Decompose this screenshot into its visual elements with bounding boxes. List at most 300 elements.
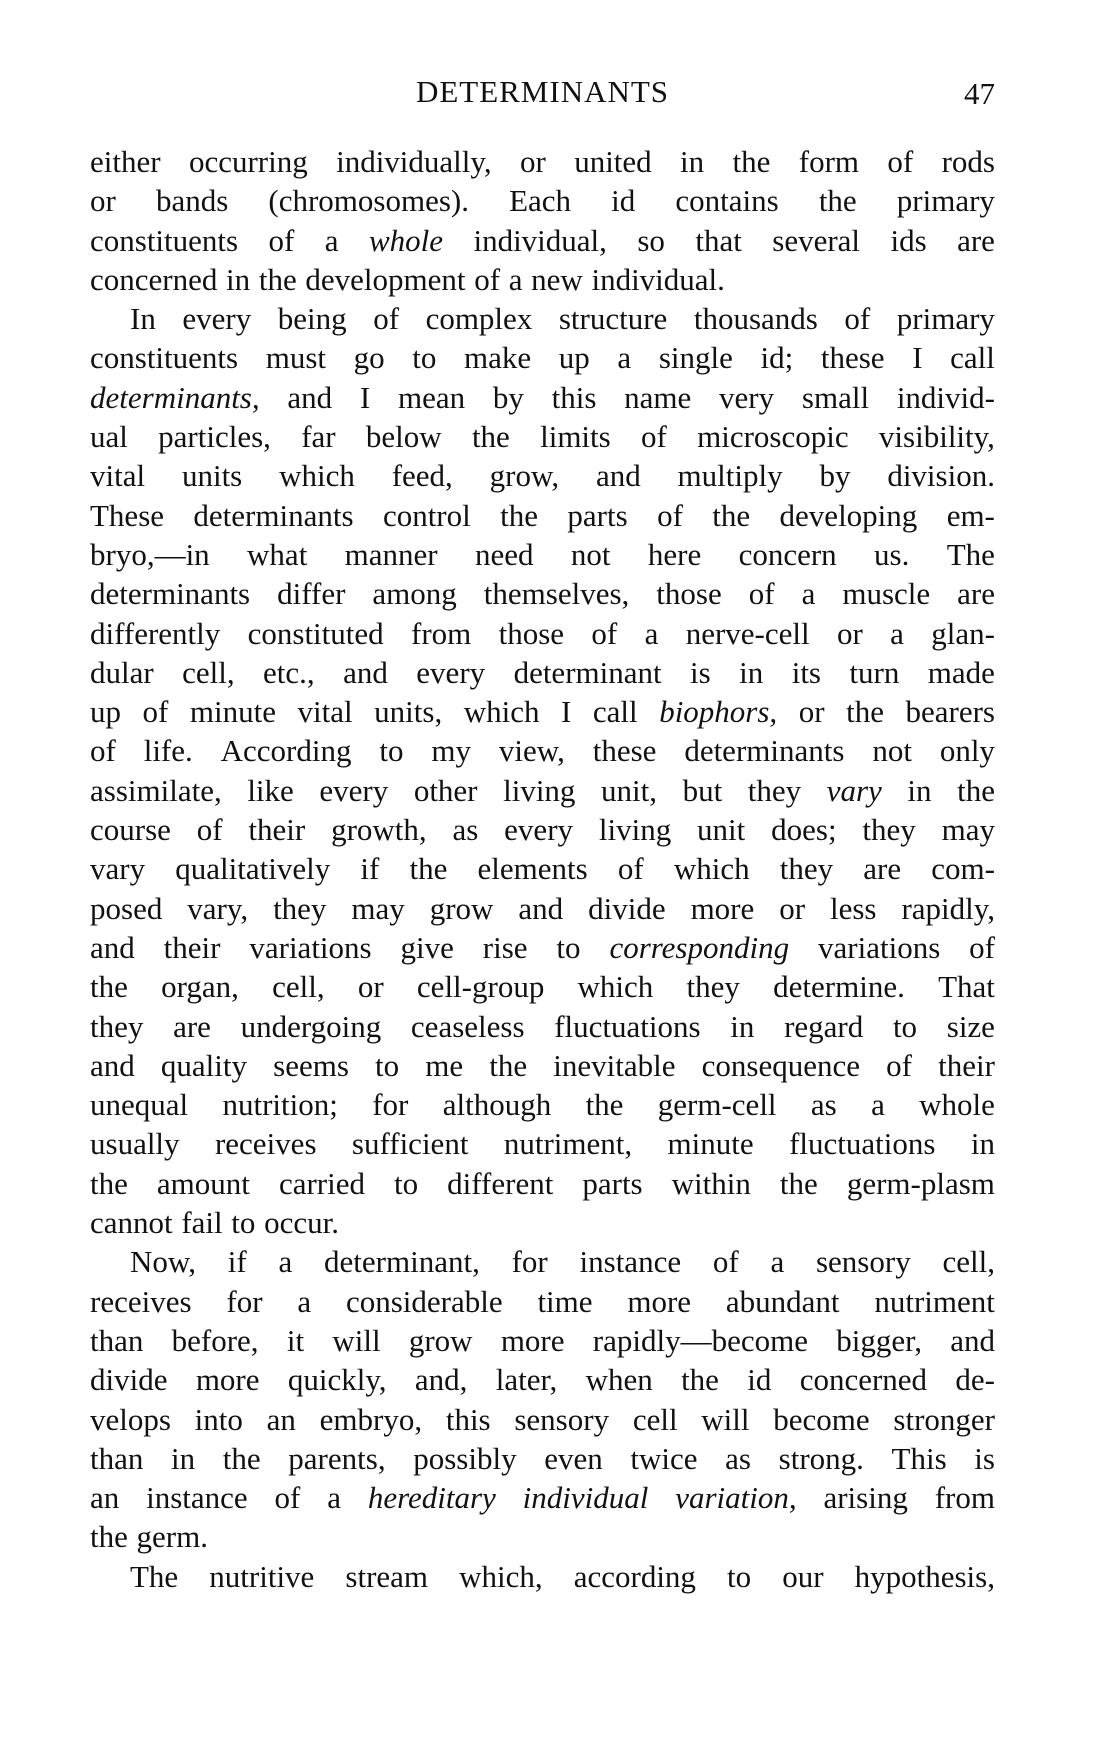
word: course [90,812,171,848]
word: of [887,144,914,179]
word: its [791,654,821,690]
word: variations [818,929,941,965]
word: of [748,576,775,612]
word: a [297,1283,312,1319]
word: not [872,733,912,769]
word: and, [414,1362,468,1398]
word: concerned [90,261,218,297]
word: grow [429,890,494,926]
word: up [90,694,121,730]
word: more [195,1362,260,1398]
word: That [938,969,995,1005]
word: their [163,929,221,965]
word: elements [477,851,588,887]
word: nerve-cell [685,615,810,651]
word: before, [171,1322,259,1358]
word: or [798,694,825,730]
word: strong. [778,1440,864,1476]
word: of [274,1480,301,1516]
word: a [644,615,659,651]
word: cell [632,1401,678,1437]
text-line [90,810,995,849]
word: very [719,379,775,415]
word: give [400,929,454,965]
word: multiply [677,458,783,494]
word: they [90,1008,144,1044]
word: to [394,1165,419,1201]
word: that [695,222,742,258]
word: every [504,812,574,848]
word: themselves, [483,576,630,612]
word: those [498,615,565,651]
text-line [90,574,995,613]
word: of [641,419,667,455]
word: more [627,1283,692,1319]
word: fail [181,1205,223,1241]
word: etc., [263,654,315,690]
word: united [574,144,652,179]
word: determinant, [324,1244,480,1280]
word: are [957,576,995,612]
word: go [353,340,385,376]
word: which [673,851,750,887]
word: These [90,497,165,533]
word: they [686,969,740,1005]
word: fluctuations [789,1126,936,1162]
word: the [500,497,539,533]
word: In [130,301,156,337]
text-line [90,1360,995,1399]
word: as [725,1440,751,1476]
text-line [90,417,995,456]
word: every [182,301,252,337]
word: microscopic [697,419,849,455]
word: determinants [90,576,251,612]
word: which [463,694,540,730]
word: vary [826,772,882,808]
word: being [277,301,347,337]
word: a [278,1244,293,1280]
word: fluctuations [554,1008,701,1044]
text-line [90,849,995,888]
word: inevitable [553,1047,676,1083]
word: life. [143,733,193,769]
word: of [712,1244,739,1280]
word: will [332,1322,381,1358]
word: development [305,261,466,297]
word: units [181,458,243,494]
word: germ-plasm [846,1165,995,1201]
word: of [657,497,683,533]
word: made [927,654,995,690]
word: in [730,1008,755,1044]
word: their [938,1047,995,1083]
text-line [90,1400,995,1439]
word: (chromosomes). [268,183,469,219]
word: to [375,1047,400,1083]
text-line [90,731,995,770]
text-line [90,1242,995,1281]
word: below [365,419,442,455]
word: this [551,379,597,415]
word: they [747,772,802,808]
word: is [974,1440,995,1476]
word: determinant [513,654,662,690]
word: in [907,772,932,808]
word: the [222,1440,261,1476]
word: different [447,1165,554,1201]
word: even [544,1440,603,1476]
word: or [520,144,546,179]
word: to [556,929,581,965]
word: to [231,1205,256,1241]
word: and [518,890,564,926]
word: the [585,1087,624,1123]
word: which [577,969,654,1005]
text-line [90,181,995,220]
word: a [508,261,523,297]
word: than [90,1322,144,1358]
word: parents, [288,1440,386,1476]
word: other [413,772,478,808]
word: sensory [514,1401,610,1437]
word: my [431,733,471,769]
word: a [890,615,904,651]
word: in [226,261,251,297]
text-line [90,1557,995,1596]
word: nutrition; [222,1087,338,1123]
word: This [891,1440,947,1476]
word: either [90,144,161,179]
word: by [819,458,851,494]
text-line [90,456,995,495]
word: velops [90,1401,171,1437]
word: concern [738,536,837,572]
word: whole [368,222,444,258]
word: when [585,1362,653,1398]
word: or [90,183,116,219]
word: nutriment [874,1283,995,1319]
word: living [598,812,672,848]
word: embryo, [319,1401,423,1437]
word: turn [849,654,900,690]
word: parts [567,497,628,533]
word: control [382,497,471,533]
body-text [90,142,995,1596]
word: germ-cell [657,1087,777,1123]
word: vary [90,851,146,887]
word: to [892,1008,918,1044]
word: among [372,576,457,612]
word: sufficient [351,1126,469,1162]
word: what [247,536,308,572]
word: the [732,144,771,179]
word: em- [946,497,995,533]
word: the [846,694,884,730]
word: quickly, [287,1362,387,1398]
word: individually, [336,144,492,179]
word: view, [498,733,565,769]
word: cell, [942,1244,995,1280]
word: undergoing [240,1008,382,1044]
word: are [863,851,902,887]
word: nutritive [209,1558,315,1594]
word: ual [90,419,128,455]
word: may [941,812,995,848]
word: id [747,1362,772,1398]
word: the [489,1047,528,1083]
word: receives [90,1283,192,1319]
word: and [287,379,333,415]
word: ceaseless [410,1008,525,1044]
text-line [90,378,995,417]
word: divide [588,890,666,926]
word: and [343,654,388,690]
word: unit, [601,772,657,808]
word: developing [779,497,918,533]
word: rise [482,929,528,965]
word: living [503,772,576,808]
word: feed, [391,458,453,494]
word: individual, [473,222,607,258]
word: limits [540,419,611,455]
word: individual. [591,261,725,297]
word: arising [823,1480,908,1516]
word: hypothesis, [854,1558,995,1594]
word: but [682,772,723,808]
word: bryo,—in [90,536,210,572]
word: or [779,890,806,926]
word: I [359,379,371,415]
word: regard [784,1008,864,1044]
word: manner [344,536,438,572]
text-line [90,928,995,967]
text-line [90,299,995,338]
text-line [90,1203,995,1242]
word: the [90,1519,128,1555]
word: parts [582,1165,643,1201]
word: hereditary [367,1480,496,1516]
word: assimilate, [90,772,222,808]
word: stream [345,1558,429,1594]
word: and [90,1047,135,1083]
word: every [319,772,389,808]
text-line [90,1085,995,1124]
word: abundant [725,1283,840,1319]
word: whole [919,1087,995,1123]
word: must [265,340,327,376]
word: bearers [905,694,995,730]
word: which, [459,1558,543,1594]
text-line [90,1164,995,1203]
word: I [912,340,923,376]
running-title: DETERMINANTS [415,74,670,109]
word: corresponding [609,929,790,965]
word: organ, [161,969,239,1005]
word: they [273,890,327,926]
word: a [324,222,339,258]
word: here [647,536,702,572]
word: ids [890,222,927,258]
word: for [226,1283,263,1319]
word: an [266,1401,296,1437]
text-line [90,221,995,260]
word: of [474,261,501,297]
word: stronger [893,1401,995,1437]
text-line [90,1321,995,1360]
word: although [442,1087,552,1123]
word: or [836,615,863,651]
word: for [372,1087,409,1123]
word: cannot [90,1205,173,1241]
word: are [173,1008,211,1044]
word: in [171,1440,196,1476]
word: every [416,654,486,690]
word: more [690,890,755,926]
word: considerable [345,1283,503,1319]
word: The [130,1558,179,1594]
text-line [90,889,995,928]
word: not [570,536,611,572]
word: growth, [331,812,427,848]
word: de- [955,1362,995,1398]
word: of [591,615,618,651]
word: unit [697,812,746,848]
word: qualitatively [175,851,331,887]
word: seems [273,1047,349,1083]
word: grow, [489,458,560,494]
word: to [412,340,437,376]
word: primary [896,183,995,219]
word: occurring [188,144,308,179]
word: the [818,183,857,219]
word: possibly [413,1440,517,1476]
word: a [617,340,632,376]
word: does; [771,812,837,848]
word: rapidly—become [592,1322,808,1358]
word: the [681,1362,719,1398]
word: the [409,851,448,887]
word: a [871,1087,885,1123]
text-line [90,967,995,1006]
word: will [701,1401,750,1437]
word: from [411,615,472,651]
word: become [773,1401,870,1437]
text-line [90,771,995,810]
word: and [595,458,641,494]
word: According [220,733,352,769]
word: only [939,733,995,769]
word: germ. [136,1519,208,1555]
text-line [90,1478,995,1517]
word: bigger, [836,1322,922,1358]
page-header [90,70,995,114]
word: id; [760,340,794,376]
word: concerned [799,1362,928,1398]
text-line [90,1007,995,1046]
word: the [471,419,510,455]
word: I [561,694,572,730]
word: less [830,890,877,926]
word: they [779,851,834,887]
text-line [90,692,995,731]
word: cell, [272,969,325,1005]
word: determinants, [90,379,260,415]
text-line [90,1439,995,1478]
word: consequence [701,1047,860,1083]
word: a [770,1244,785,1280]
word: is [690,654,711,690]
word: the [779,1165,818,1201]
word: cell, [182,654,235,690]
word: call [592,694,638,730]
word: usually [90,1126,180,1162]
word: to [727,1558,752,1594]
word: primary [896,301,995,337]
word: com- [931,851,995,887]
word: size [946,1008,995,1044]
word: quality [160,1047,247,1083]
word: a [327,1480,341,1516]
text-line [90,142,995,181]
word: grow [408,1322,473,1358]
word: for [511,1244,548,1280]
word: of [969,929,995,965]
word: dular [90,654,154,690]
word: the [712,497,751,533]
text-line [90,496,995,535]
word: if [360,851,380,887]
text-line [90,338,995,377]
text-line [90,535,995,574]
word: variations [249,929,372,965]
word: of [617,851,644,887]
word: in [739,654,764,690]
word: the [258,261,297,297]
word: of [373,301,400,337]
word: than [90,1440,144,1476]
word: mean [397,379,466,415]
word: later, [495,1362,558,1398]
text-line [90,1124,995,1163]
word: biophors, [659,694,778,730]
word: receives [214,1126,317,1162]
word: the [90,1165,128,1201]
word: thousands [693,301,818,337]
word: carried [278,1165,365,1201]
word: vital [90,458,146,494]
word: cell-group [416,969,545,1005]
word: twice [630,1440,698,1476]
word: it [286,1322,305,1358]
word: from [934,1480,995,1516]
word: divide [90,1362,168,1398]
word: individ- [896,379,995,415]
word: minute [189,694,276,730]
word: so [637,222,665,258]
word: these [592,733,657,769]
word: far [301,419,336,455]
word: by [492,379,524,415]
word: time [537,1283,593,1319]
word: according [573,1558,696,1594]
word: rods [941,144,995,179]
text-line [90,1046,995,1085]
word: may [351,890,405,926]
word: up [558,340,590,376]
word: in [970,1126,995,1162]
word: constituents [90,340,239,376]
